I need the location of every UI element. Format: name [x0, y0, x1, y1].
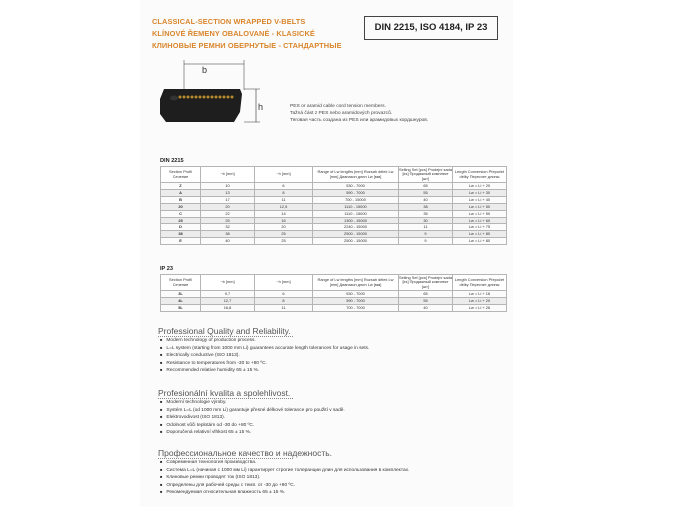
table-cell: 530 - 7000: [313, 183, 399, 190]
table-cell: E: [161, 238, 201, 245]
table-cell: 700 - 7000: [313, 304, 399, 311]
feature-list-czech: [160, 398, 345, 436]
table-cell: Z: [161, 183, 201, 190]
table-cell: 530 - 7000: [313, 291, 399, 298]
table-cell: 10: [201, 183, 255, 190]
note-czech: Tažná část z PES nebo aramidových provazců.: [290, 111, 393, 116]
table-row: [161, 210, 507, 217]
table-cell: 12,5: [255, 203, 313, 210]
column-header: ~h [mm]: [255, 167, 313, 183]
column-header: ~h [mm]: [255, 275, 313, 291]
column-header: Range of Lw lengths [mm] Rozsah délek Lw [mm] Диапазон длин Lw [мм]: [313, 167, 399, 183]
section-title-russian: Профессиональное качество и надежность.: [158, 448, 332, 458]
table-cell: 2500 - 15000: [313, 231, 399, 238]
table-header-row: [161, 167, 507, 183]
table-cell: 25: [161, 217, 201, 224]
table-cell: 35: [399, 210, 453, 217]
column-header: ~b [mm]: [201, 275, 255, 291]
table-cell: D: [161, 224, 201, 231]
title-russian: КЛИНОВЫЕ РЕМНИ ОБЕРНУТЫЕ - СТАНДАРТНЫЕ: [152, 41, 342, 50]
label-h: h: [258, 102, 264, 112]
belt-profile: [160, 89, 242, 122]
ip23-label: IP 23: [160, 266, 173, 272]
table-cell: Lw = Li + 30: [453, 189, 507, 196]
table-cell: 65: [399, 183, 453, 190]
table-cell: 16,8: [201, 304, 255, 311]
table-cell: 5L: [161, 304, 201, 311]
table-cell: 9: [399, 238, 453, 245]
table-cell: Lw = Li + 80: [453, 238, 507, 245]
table-cell: 6: [255, 291, 313, 298]
table-cell: 4L: [161, 297, 201, 304]
table-cell: Lw = Li + 20: [453, 183, 507, 190]
table-cell: 590 - 7000: [313, 189, 399, 196]
table-cell: 25: [255, 238, 313, 245]
list-item: ■ Odolnost vůči teplotám od -30 do +80 ºC.: [160, 421, 345, 429]
column-header: Section Profil Сечение: [161, 275, 201, 291]
din2215-table: [160, 166, 507, 245]
table-cell: 40: [201, 238, 255, 245]
table-row: [161, 203, 507, 210]
column-header: Range of Lw lengths [mm] Rozsah délek Lw [mm] Диапазон длин Lw [мм]: [313, 275, 399, 291]
table-cell: 13: [201, 189, 255, 196]
table-row: [161, 183, 507, 190]
table-cell: Lw = Li + 50: [453, 203, 507, 210]
table-cell: 2500 - 15000: [313, 238, 399, 245]
table-row: [161, 224, 507, 231]
table-cell: 16: [255, 217, 313, 224]
table-cell: Lw = Li + 20: [453, 297, 507, 304]
section-title-english: Professional Quality and Reliability.: [158, 326, 291, 336]
table-cell: Lw = Li + 80: [453, 231, 507, 238]
list-item: ■ Electrically conductive (ISO 1813).: [160, 351, 369, 359]
table-cell: 55: [399, 189, 453, 196]
table-cell: 17: [201, 196, 255, 203]
table-cell: 25: [201, 217, 255, 224]
note-russian: Тяговая часть создана из PES или арамидовых кордшнуров.: [290, 118, 429, 123]
din2215-label: DIN 2215: [160, 158, 184, 164]
column-header: Length Conversion Přepočet délky Пересчет длины: [453, 275, 507, 291]
table-row: [161, 291, 507, 298]
table-row: [161, 231, 507, 238]
table-cell: Lw = Li + 50: [453, 210, 507, 217]
belt-cross-section-diagram: [160, 54, 285, 124]
table-cell: B: [161, 196, 201, 203]
table-row: [161, 189, 507, 196]
ip23-table: [160, 274, 507, 312]
list-item: ■ Система L=L (начиная с 1000 мм Li) гарантирует строгие толерaнции длин для использования в комплектах.: [160, 466, 409, 474]
table-cell: 25: [255, 231, 313, 238]
table-cell: 11: [399, 224, 453, 231]
table-cell: 590 - 7000: [313, 297, 399, 304]
table-cell: 55: [399, 297, 453, 304]
list-item: ■ Moderní technologie výroby.: [160, 398, 345, 406]
table-cell: 40: [399, 304, 453, 311]
table-cell: 65: [399, 291, 453, 298]
list-item: ■ L=L system (starting from 1000 mm Li) guarantees accurate length tolerances for usage in sets.: [160, 344, 369, 352]
table-cell: C: [161, 210, 201, 217]
table-cell: 32: [201, 224, 255, 231]
table-cell: 38: [399, 203, 453, 210]
table-header-row: [161, 275, 507, 291]
table-cell: 8: [255, 297, 313, 304]
table-cell: Lw = Li + 16: [453, 291, 507, 298]
table-cell: Lw = Li + 60: [453, 217, 507, 224]
table-cell: 9: [399, 231, 453, 238]
table-cell: 38: [201, 231, 255, 238]
table-cell: 2240 - 15000: [313, 224, 399, 231]
standards-box: DIN 2215, ISO 4184, IP 23: [364, 16, 498, 40]
list-item: ■ Recommended relative humidity 65 ± 15 %.: [160, 366, 369, 374]
list-item: ■ Современная технология производства.: [160, 458, 409, 466]
table-cell: 22: [201, 210, 255, 217]
column-header: Length Conversion Přepočet délky Пересчет длины: [453, 167, 507, 183]
table-cell: Lw = Li + 40: [453, 196, 507, 203]
list-item: ■ Systém L=L (od 1000 mm Li) garantuje přesné délkové tolerance pro použití v sadě.: [160, 406, 345, 414]
list-item: ■ Elektrovodivost (ISO 1813).: [160, 413, 345, 421]
table-row: [161, 297, 507, 304]
table-cell: Lw = Li + 26: [453, 304, 507, 311]
feature-list-english: [160, 336, 369, 374]
list-item: ■ Doporučená relativní vlhkost 65 ± 15 %.: [160, 428, 345, 436]
table-cell: 14: [255, 210, 313, 217]
table-cell: 1300 - 15000: [313, 217, 399, 224]
section-title-czech: Profesionální kvalita a spolehlivost.: [158, 388, 291, 398]
column-header: Section Profil Сечение: [161, 167, 201, 183]
table-row: [161, 238, 507, 245]
list-item: ■ Клиновые ремни проводят ток (ISO 1813).: [160, 473, 409, 481]
feature-list-russian: [160, 458, 409, 496]
table-cell: 9,7: [201, 291, 255, 298]
table-cell: 700 - 15000: [313, 196, 399, 203]
table-cell: 1110 - 15000: [313, 210, 399, 217]
list-item: ■ Определены для рабочей среды с темп. от -30 до +80 ºC.: [160, 481, 409, 489]
label-b: b: [202, 65, 208, 75]
table-cell: Lw = Li + 75: [453, 224, 507, 231]
table-cell: 30: [399, 217, 453, 224]
table-cell: 12,7: [201, 297, 255, 304]
list-item: ■ Resistance to temperatures from -30 to +80 ºC.: [160, 359, 369, 367]
table-cell: 6: [255, 183, 313, 190]
table-cell: 1110 - 15000: [313, 203, 399, 210]
title-czech: KLÍNOVÉ ŘEMENY OBALOVANÉ - KLASICKÉ: [152, 29, 315, 38]
table-cell: 8: [255, 189, 313, 196]
list-item: ■ Modern technology of production process.: [160, 336, 369, 344]
table-row: [161, 217, 507, 224]
column-header: ~b [mm]: [201, 167, 255, 183]
column-header: Selling Set [pcs] Prodejní sada [ks] Продажный комплект [шт]: [399, 167, 452, 181]
table-cell: 20: [201, 203, 255, 210]
title-english: CLASSICAL-SECTION WRAPPED V-BELTS: [152, 17, 306, 26]
table-cell: 20: [255, 224, 313, 231]
table-cell: A: [161, 189, 201, 196]
table-row: [161, 304, 507, 311]
table-cell: 38: [161, 231, 201, 238]
list-item: ■ Рекомендуемая относительная влажность 65 ± 15 %.: [160, 488, 409, 496]
table-cell: 20: [161, 203, 201, 210]
table-row: [161, 196, 507, 203]
note-english: PES or aramid cable cord tension members.: [290, 104, 386, 109]
column-header: Selling Set [pcs] Prodejní sada [ks] Продажный комплект [шт]: [399, 275, 452, 289]
table-cell: 40: [399, 196, 453, 203]
table-cell: 11: [255, 304, 313, 311]
table-cell: 3L: [161, 291, 201, 298]
table-cell: 11: [255, 196, 313, 203]
